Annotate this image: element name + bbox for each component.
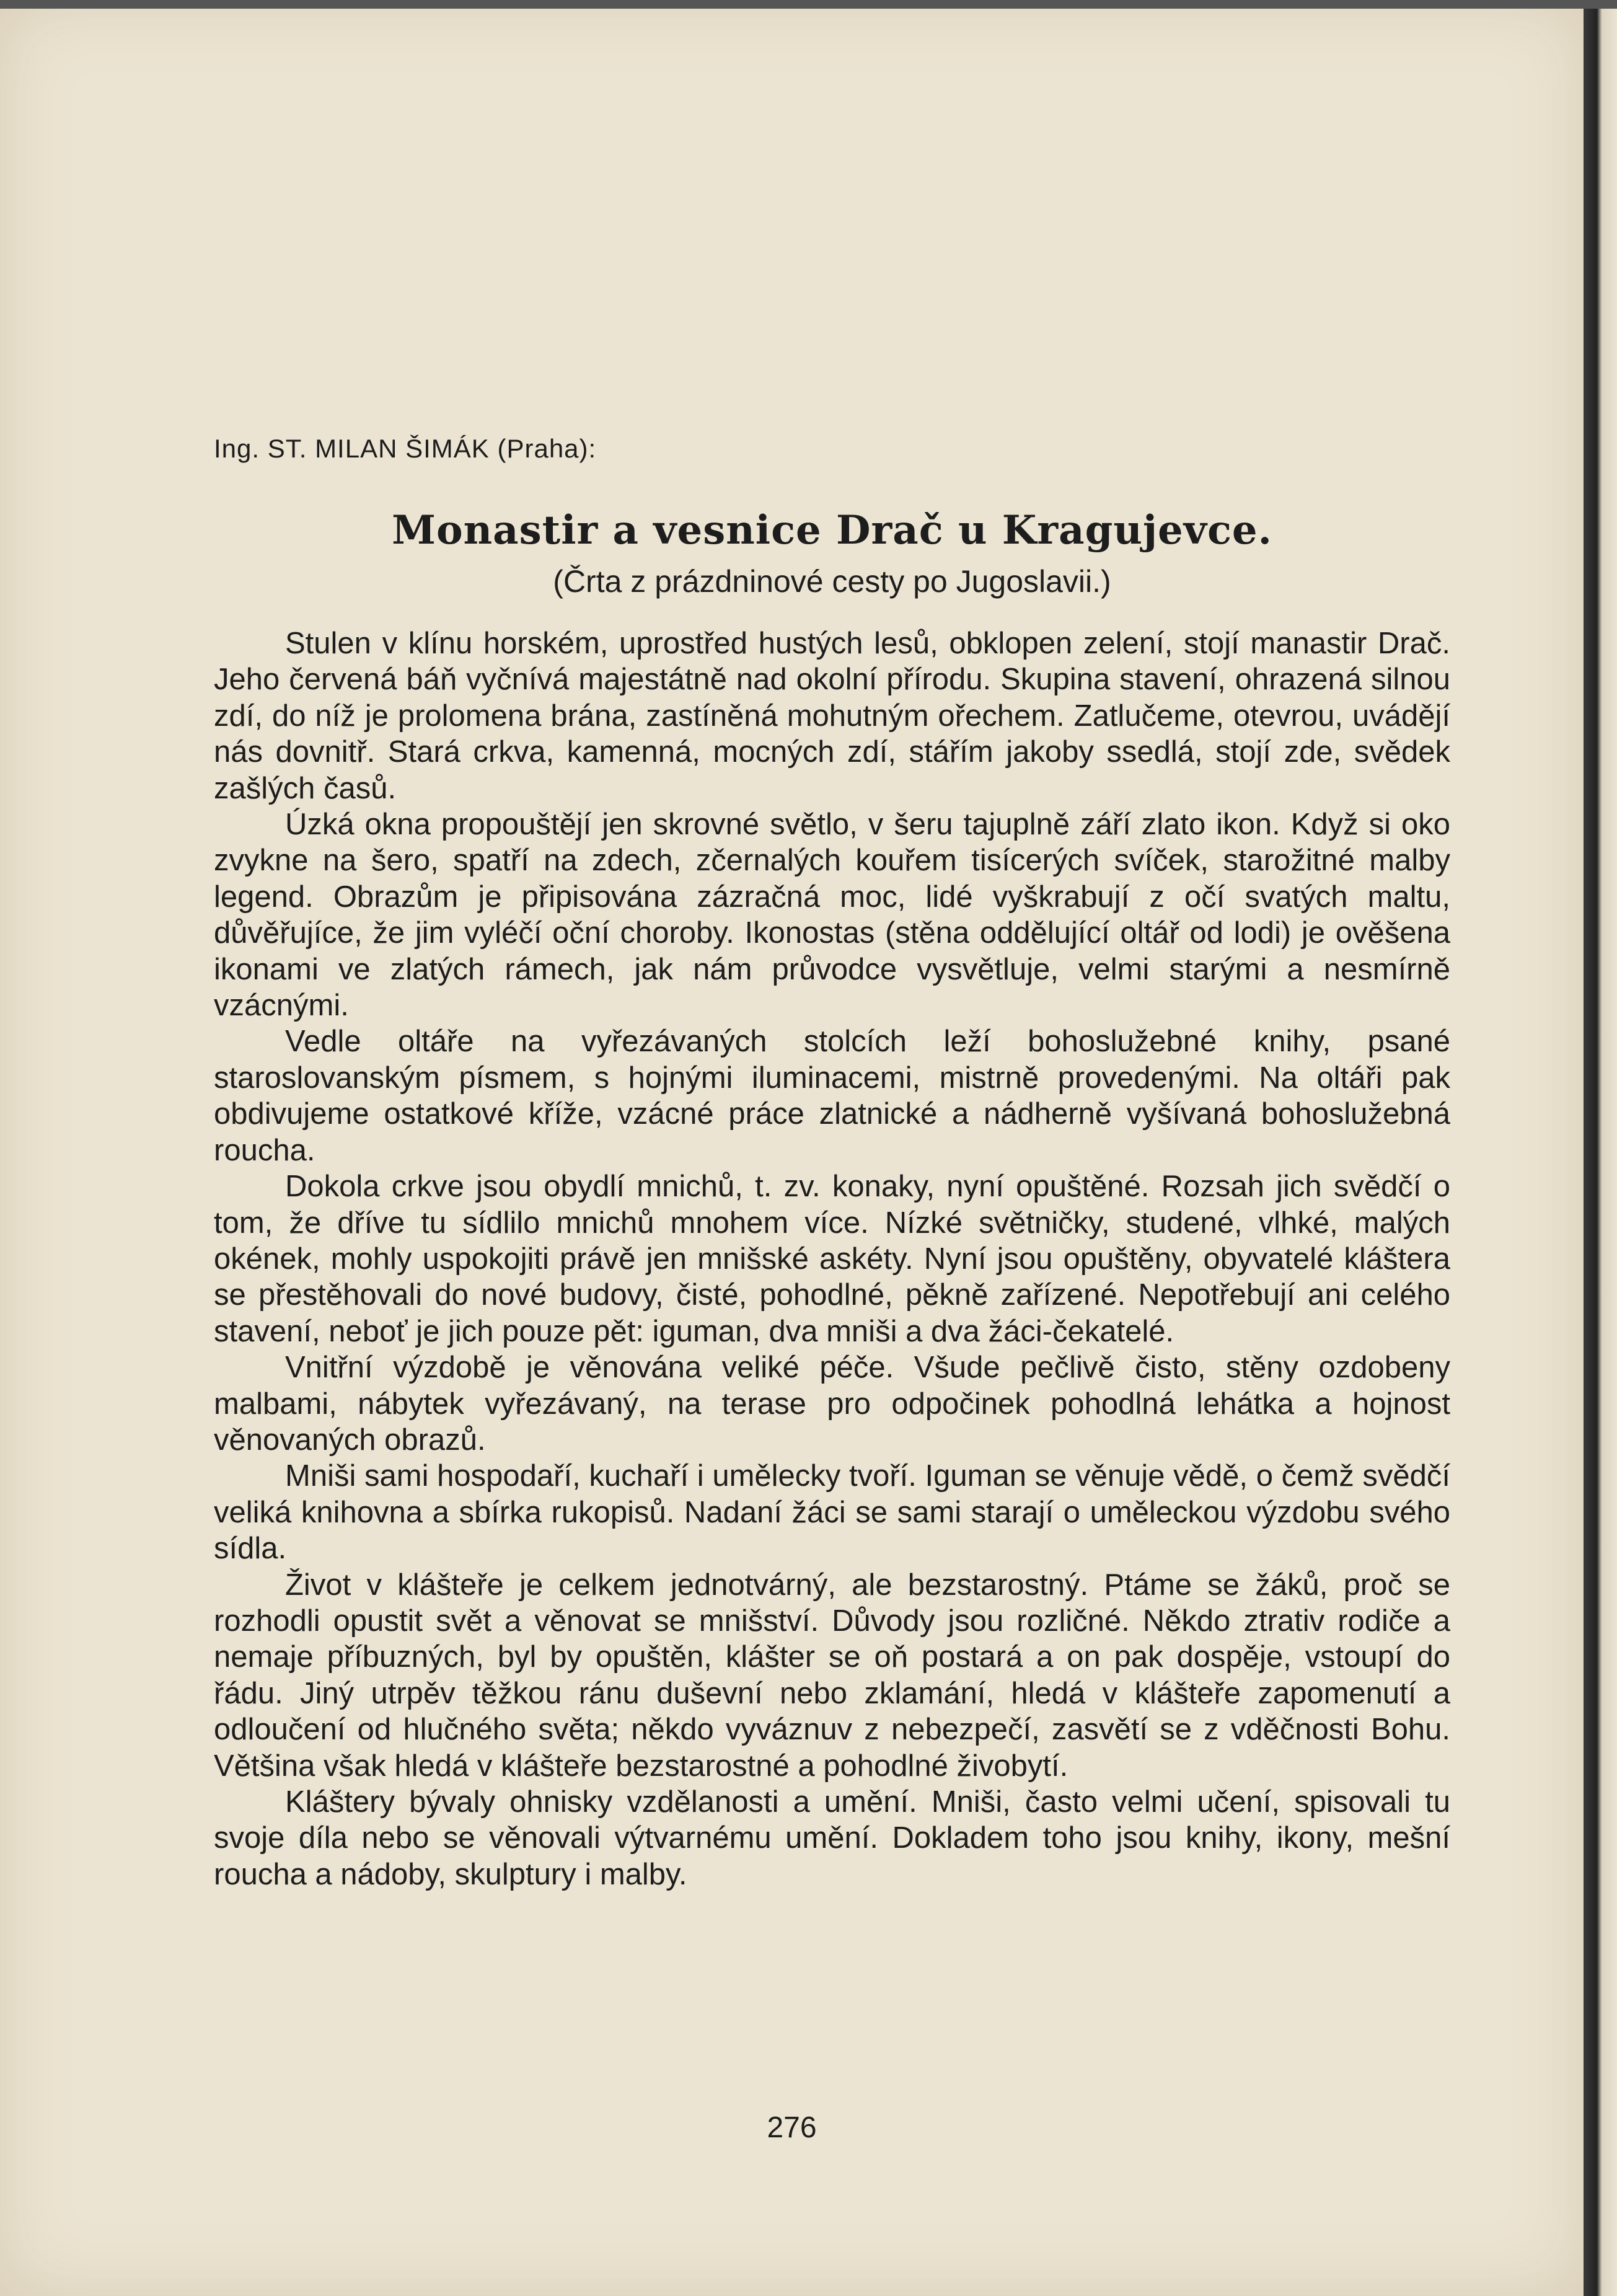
article-title: Monastir a vesnice Drač u Kragujevce. bbox=[392, 507, 1272, 554]
paragraph: Vnitřní výzdobě je věnována veliké péče. Všude pečlivě čisto, stěny ozdobeny malbami, nábytek vyřezávaný, na terase pro odpočinek pohodlná lehátka a hojnost věnovaných obrazů. bbox=[214, 1351, 1450, 1457]
paragraph: Dokola crkve jsou obydlí mnichů, t. zv. konaky, nyní opuštěné. Rozsah jich svědčí o tom, že dříve tu sídlilo mnichů mnohem více. Nízké světničky, studené, vlhké, malých okének, mohly uspokojiti právě jen mnišské askéty. Nyní jsou opuštěny, obyvatelé kláštera se přestěhovali do nové budovy, čisté, pohodlné, pěkně zařízené. Nepotřebují ani celého stavení, neboť je jich pouze pět: iguman, dva mniši a dva žáci-čekatelé. bbox=[214, 1170, 1450, 1348]
scan-top-border bbox=[0, 0, 1617, 9]
paragraph: Vedle oltáře na vyřezávaných stolcích leží bohoslužebné knihy, psané staroslovanským písmem, s hojnými iluminacemi, mistrně provedenými. Na oltáři pak obdivujeme ostatkové kříže, vzácné práce zlatnické a nádherně vyšívaná bohoslužebná roucha. bbox=[214, 1025, 1450, 1167]
paragraph: Úzká okna propouštějí jen skrovné světlo, v šeru tajuplně září zlato ikon. Když si oko zvykne na šero, spatří na zdech, zčernalých kouřem tisícerých svíček, starožitné malby legend. Obrazům je připisována zázračná moc, lidé vyškrabují z očí svatých maltu, důvěřujíce, že jim vyléčí oční choroby. Ikonostas (stěna oddělující oltář od lodi) je ověšena ikonami ve zlatých rámech, jak nám průvodce vysvětluje, velmi starými a nesmírně vzácnými. bbox=[214, 808, 1450, 1023]
page-edge bbox=[1584, 0, 1617, 2296]
article-subtitle: (Črta z prázdninové cesty po Jugoslavii.) bbox=[553, 564, 1111, 599]
paragraph: Život v klášteře je celkem jednotvárný, ale bezstarostný. Ptáme se žáků, proč se rozhodli opustit svět a věnovat se mnišství. Důvody jsou rozličné. Někdo ztrativ rodiče a nemaje příbuzných, byl by opuštěn, klášter se oň postará a on pak dospěje, vstoupí do řádu. Jiný utrpěv těžkou ránu duševní nebo zklamání, hledá v klášteře zapomenutí a odloučení od hlučného světa; někdo vyváznuv z nebezpečí, zasvětí se z vděčnosti Bohu. Většina však hledá v klášteře bezstarostné a pohodlné živobytí. bbox=[214, 1568, 1450, 1783]
paragraph: Stulen v klínu horském, uprostřed hustých lesů, obklopen zelení, stojí manastir Drač. Jeho červená báň vyčnívá majestátně nad okolní přírodu. Skupina stavení, ohrazená silnou zdí, do níž je prolomena brána, zastíněná mohutným ořechem. Zatlučeme, otevrou, uvádějí nás dovnitř. Stará crkva, kamenná, mocných zdí, stářím jakoby ssedlá, stojí zde, svědek zašlých časů. bbox=[214, 627, 1450, 805]
author-byline: Ing. ST. MILAN ŠIMÁK (Praha): bbox=[214, 434, 597, 463]
paragraph: Kláštery bývaly ohnisky vzdělanosti a umění. Mniši, často velmi učení, spisovali tu svoje díla nebo se věnovali výtvarnému umění. Dokladem toho jsou knihy, ikony, mešní roucha a nádoby, skulptury i malby. bbox=[214, 1785, 1450, 1891]
page-number: 276 bbox=[767, 2111, 817, 2144]
paragraph: Mniši sami hospodaří, kuchaří i umělecky tvoří. Iguman se věnuje vědě, o čemž svědčí veliká knihovna a sbírka rukopisů. Nadaní žáci se sami starají o uměleckou výzdobu svého sídla. bbox=[214, 1459, 1450, 1566]
article bbox=[214, 434, 1450, 1892]
